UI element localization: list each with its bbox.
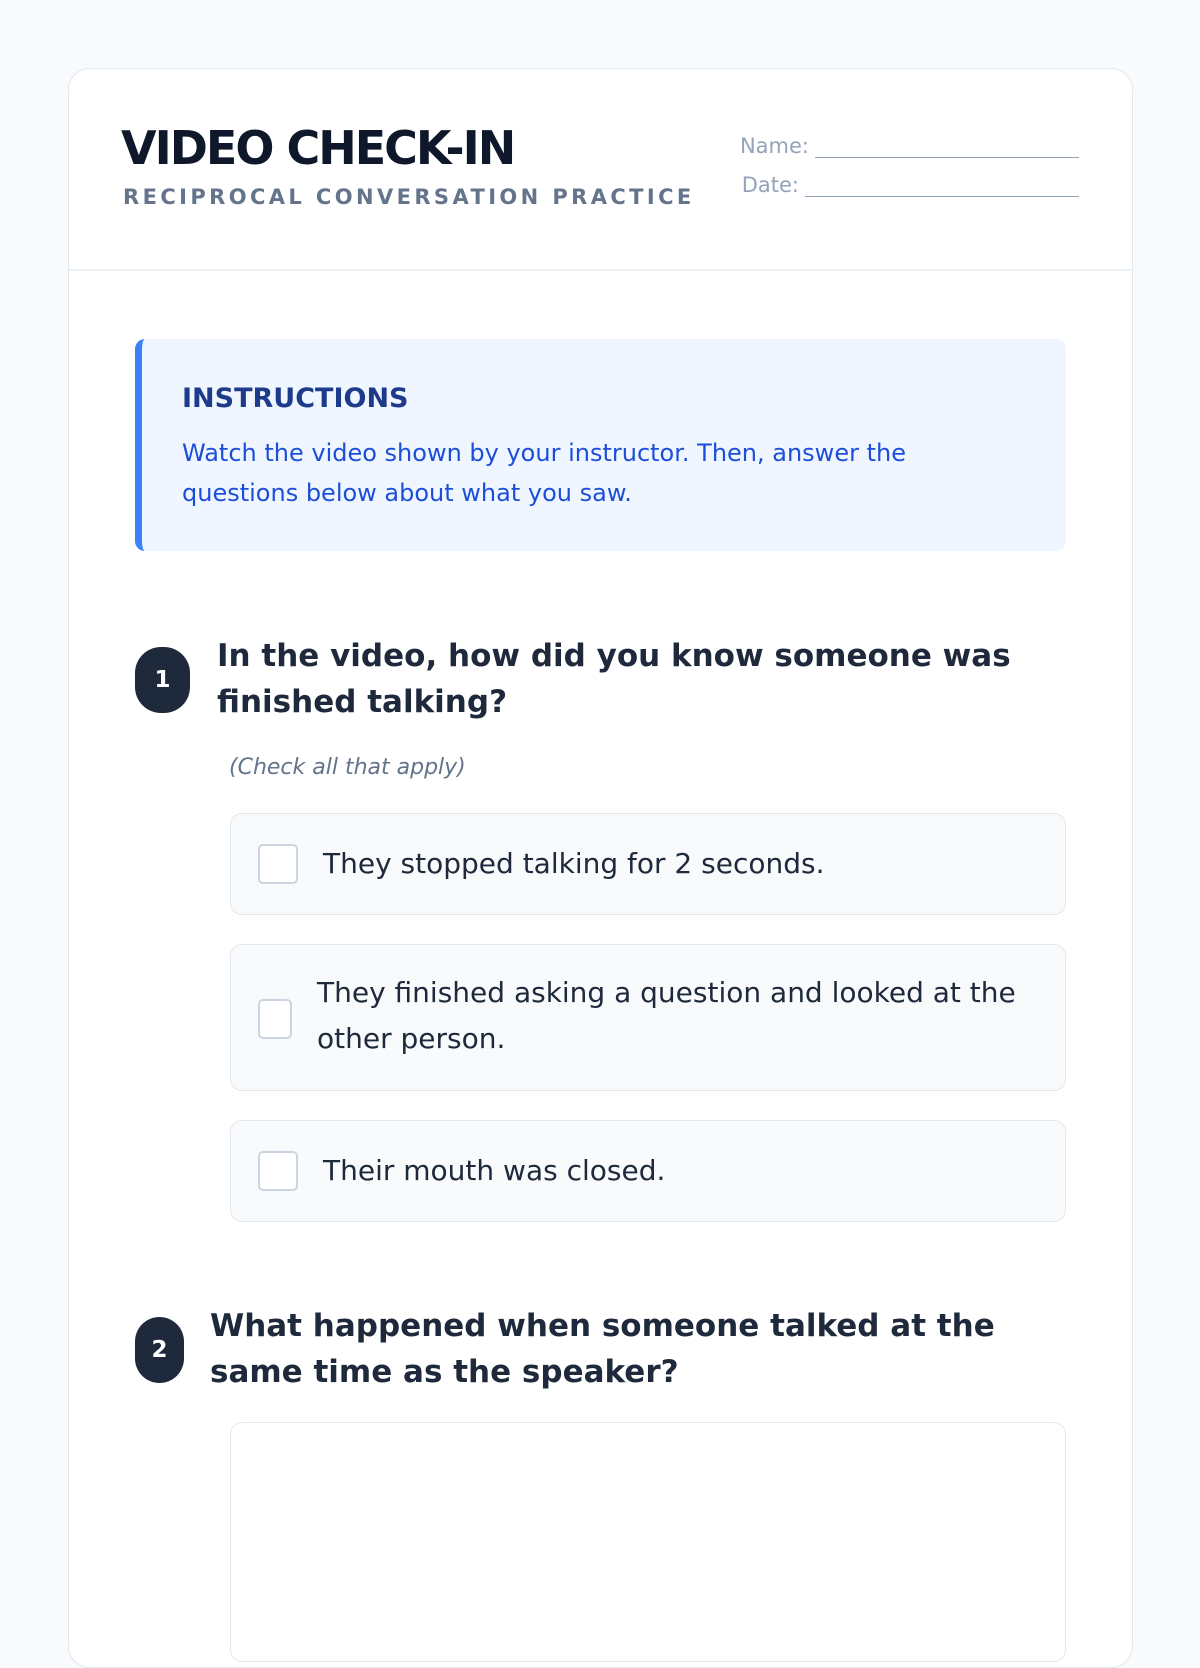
date-field[interactable]	[721, 173, 1079, 197]
name-label: Name:	[739, 134, 809, 158]
checkbox[interactable]	[258, 1151, 298, 1191]
question-1-hint: (Check all that apply)	[229, 755, 466, 780]
instructions-panel	[135, 339, 1066, 551]
date-line[interactable]	[805, 179, 1079, 197]
name-line[interactable]	[815, 140, 1079, 158]
question-2-answer-field[interactable]	[230, 1422, 1066, 1662]
page-subtitle: RECIPROCAL CONVERSATION PRACTICE	[123, 185, 695, 209]
worksheet-page	[68, 68, 1133, 1668]
question-2-number-badge: 2	[135, 1317, 184, 1383]
name-field[interactable]	[721, 134, 1079, 158]
checkbox[interactable]	[258, 844, 298, 884]
instructions-text: Watch the video shown by your instructor. Then, answer the questions below about what you saw.	[182, 439, 906, 507]
date-label: Date:	[741, 173, 799, 197]
checkbox[interactable]	[258, 999, 292, 1039]
question-1-option-1[interactable]	[230, 813, 1066, 915]
instructions-title: INSTRUCTIONS	[182, 383, 409, 414]
page-title: VIDEO CHECK-IN	[121, 121, 515, 175]
question-1-option-3[interactable]	[230, 1120, 1066, 1222]
option-label: Their mouth was closed.	[323, 1154, 666, 1187]
question-1-number-badge: 1	[135, 647, 190, 713]
question-1-option-2[interactable]	[230, 944, 1066, 1091]
option-label: They stopped talking for 2 seconds.	[323, 847, 825, 880]
worksheet-header	[69, 69, 1132, 271]
question-1-text: In the video, how did you know someone was finished talking?	[217, 638, 1011, 720]
question-2-text: What happened when someone talked at the same time as the speaker?	[210, 1308, 995, 1390]
option-label: They finished asking a question and looked at the other person.	[317, 976, 1016, 1055]
